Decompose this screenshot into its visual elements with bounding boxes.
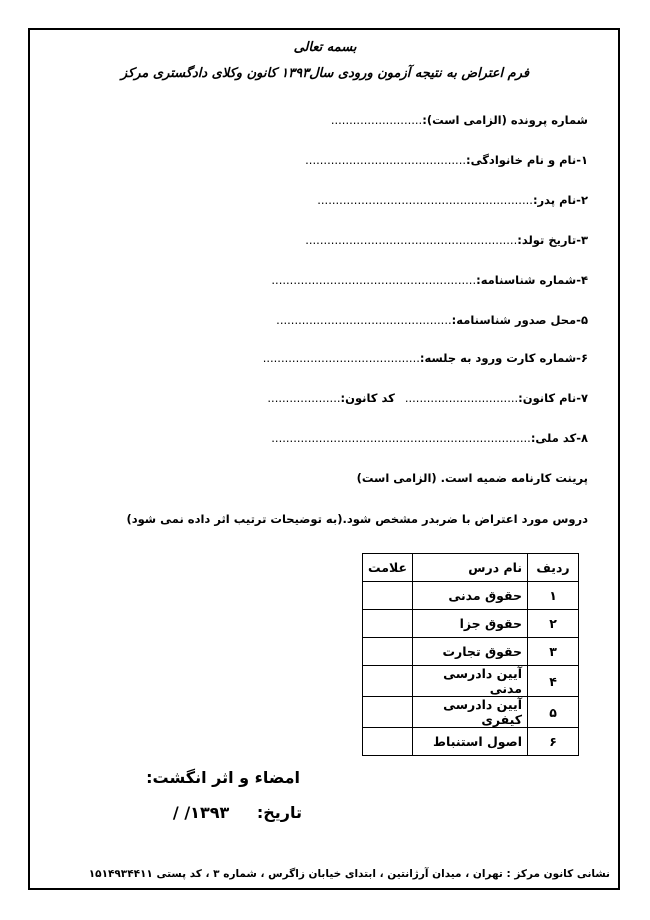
header-row-number: ردیف — [528, 554, 579, 582]
field-blank[interactable]: ............................... — [404, 391, 519, 405]
field-blank[interactable]: ......................... — [330, 113, 423, 127]
bismillah-heading: بسمه تعالی — [293, 40, 357, 55]
mark-cell[interactable] — [363, 697, 413, 728]
header-mark: علامت — [363, 554, 413, 582]
attachment-note: پرینت کارنامه ضمیه است. (الزامی است) — [356, 471, 588, 485]
header-course-name: نام درس — [413, 554, 528, 582]
mark-cell[interactable] — [363, 666, 413, 697]
row-number: ۳ — [528, 638, 579, 666]
field-label: ۶-شماره کارت ورود به جلسه: — [419, 351, 588, 365]
table-header-row — [363, 554, 579, 582]
table-row — [363, 638, 579, 666]
course-name: آیین دادرسی مدنی — [413, 666, 528, 697]
field-blank[interactable]: .......................................................... — [305, 233, 518, 247]
date-row — [173, 803, 302, 822]
field-id-number — [271, 273, 588, 287]
field-father-name — [317, 193, 588, 207]
table-row — [363, 582, 579, 610]
field-blank[interactable]: ........................................................ — [271, 273, 477, 287]
instruction-note: دروس مورد اعتراض با ضربدر مشخص شود.(به توضیحات ترتیب اثر داده نمی شود) — [126, 512, 588, 526]
field-blank[interactable]: ........................................... — [262, 351, 420, 365]
field-blank[interactable]: ....................................................................... — [271, 431, 531, 445]
field-blank[interactable]: ........................................................... — [317, 193, 533, 207]
course-name: حقوق جزا — [413, 610, 528, 638]
signature-label: امضاء و اثر انگشت: — [146, 768, 300, 787]
table-row — [363, 610, 579, 638]
course-name: اصول استنباط — [413, 728, 528, 756]
form-title: فرم اعتراض به نتیجه آزمون ورودی سال۱۳۹۳ کانون وکلای دادگستری مرکز — [120, 66, 530, 81]
row-number: ۵ — [528, 697, 579, 728]
field-label: ۴-شماره شناسنامه: — [476, 273, 588, 287]
field-label: ۲-نام پدر: — [532, 193, 588, 207]
table-row — [363, 728, 579, 756]
row-number: ۱ — [528, 582, 579, 610]
field-blank[interactable]: ............................................ — [305, 153, 466, 167]
footer-address: نشانی کانون مرکز : تهران ، میدان آرژانتین ، ابتدای خیابان زاگرس ، شماره ۳ ، کد پستی ۱۵۱۴۹۳۴۴۱۱ — [88, 868, 610, 880]
date-value[interactable]: / /۱۳۹۳ — [172, 803, 230, 822]
table-row — [363, 697, 579, 728]
date-label: تاریخ: — [256, 803, 302, 822]
field-id-issue-place — [276, 313, 588, 327]
courses-table — [362, 553, 579, 756]
field-birth-date — [305, 233, 588, 247]
course-name: حقوق تجارت — [413, 638, 528, 666]
mark-cell[interactable] — [363, 610, 413, 638]
field-national-code — [271, 431, 588, 445]
course-name: حقوق مدنی — [413, 582, 528, 610]
row-number: ۴ — [528, 666, 579, 697]
field-entry-card-number — [263, 351, 588, 365]
table-row — [363, 666, 579, 697]
row-number: ۲ — [528, 610, 579, 638]
field-label: شماره پرونده (الزامی است): — [422, 113, 588, 127]
field-label: ۷-نام کانون: — [518, 391, 588, 405]
field-label: ۸-کد ملی: — [530, 431, 588, 445]
field-label: ۱-نام و نام خانوادگی: — [466, 153, 588, 167]
field-label: ۳-تاریخ تولد: — [517, 233, 588, 247]
field-label: ۵-محل صدور شناسنامه: — [451, 313, 588, 327]
mark-cell[interactable] — [363, 638, 413, 666]
mark-cell[interactable] — [363, 582, 413, 610]
field-label-code: کد کانون: — [340, 391, 395, 405]
field-full-name — [305, 153, 588, 167]
field-bar-association — [267, 391, 588, 405]
field-blank-code[interactable]: .................... — [267, 391, 341, 405]
course-name: آیین دادرسی کیفری — [413, 697, 528, 728]
row-number: ۶ — [528, 728, 579, 756]
mark-cell[interactable] — [363, 728, 413, 756]
field-blank[interactable]: ................................................ — [276, 313, 452, 327]
field-file-number — [331, 113, 588, 127]
